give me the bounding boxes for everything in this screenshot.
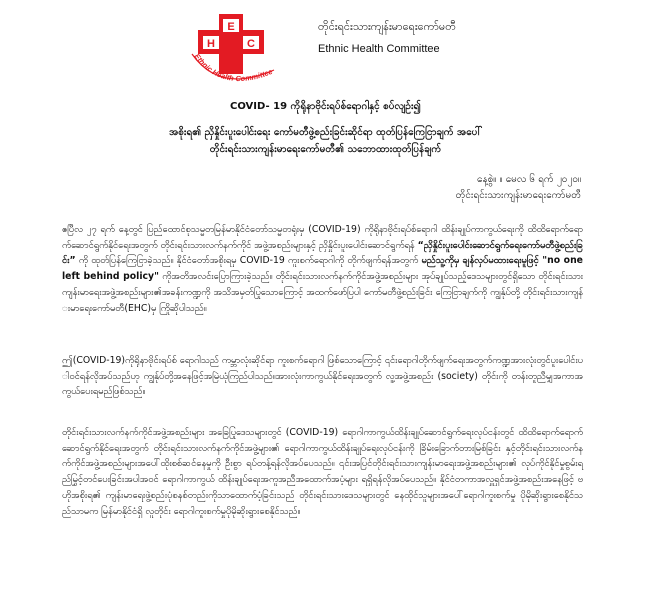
paragraph-1-bold-policy: မည်သူ့ကိုမှ ချန်လှပ်မထားရေးမူဖြင့် "no one left behind policy"	[62, 255, 583, 283]
org-name-myanmar: တိုင်းရင်းသားကျန်းမာရေးကော်မတီ	[318, 20, 456, 33]
org-header	[318, 20, 456, 56]
paragraph-1-text-c: ကို ထုတ်ပြန်ကြေငြာခဲ့သည်။ နိုင်ငံတော်အစိုးရမှ COVID-19 ကူးစက်ရောဂါကို တိုက်ဖျက်ရန်အတွက်	[75, 255, 422, 267]
paragraph-2: ဤ(COVID-19)ကိုရိုနာဗိုင်းရပ်စ် ရောဂါသည် ကမ္ဘာလုံးဆိုင်ရာ ကူးစက်ရောဂါ ဖြစ်သောကြောင့် ၎င်းရောဂါတိုက်ဖျက်ရေးအတွက်ကဏ္ဍအားလုံးတွင်ပူးပေါင်းပါဝင်ရန်လိုအပ်သည်ဟု ကျွန်ုပ်တို့အနေဖြင့်အမြဲယုံကြည်ပါသည်။အားလုံးကာကွယ်နိုင်ရေးအတွက် လူ့အဖွဲ့အစည်း (society) တိုင်းကို တန်းတူညီမျှအကာအကွယ်ပေးရမည်ဖြစ်သည်။	[62, 355, 583, 398]
document-subtitle-1: အစိုးရ၏ ညှိနှိုင်းပူးပေါင်းရေး ကော်မတီဖွဲ့စည်းခြင်းဆိုင်ရာ ထုတ်ပြန်ကြေငြာချက် အပေါ်	[169, 127, 482, 138]
ehc-logo	[172, 10, 290, 94]
logo-letter-h: H	[207, 38, 215, 50]
paragraph-1-text-e: ကိုအတိအလင်းပြောကြားခဲ့သည်။ တိုင်းရင်းသားလက်နက်ကိုင်အဖွဲ့အစည်းများ အုပ်ချုပ်သည့်ဒေသများတွင်ရှိသော တိုင်းရင်းသားကျန်းမာရေးအဖွဲ့အစည်းများ၏အခန်းကဏ္ဍကို အသိအမှတ်ပြုသောကြောင့် အထက်ဖော်ပြပါ ကော်မတီဖွဲ့စည်းခြင်း ကြေငြာချက်ကို ကျွန်ုပ်တို့ တိုင်းရင်းသားကျန်းမာရေးကော်မတီ(EHC)မှ ကြိုဆိုပါသည်။	[62, 271, 584, 314]
paragraph-1-text-a: ဧပြီလ ၂၇ ရက် နေ့တွင် ပြည်ထောင်စုသမ္မတမြန်မာနိုင်ငံတော်သမ္မတရုံးမှ (COVID-19) ကိုရိုနာဗိုင်းရပ်စ်ရောဂါ ထိန်းချုပ်ကာကွယ်ရေးကို ထိထိရောက်ရောက်ဆောင်ရွက်နိုင်ရေးအတွက် တိုင်းရင်းသားလက်နက်ကိုင် အဖွဲ့အစည်းများနှင့် ညှိနှိုင်းပူးပေါင်းဆောင်ရွက်ရန်	[62, 224, 583, 251]
logo-letter-e: E	[227, 21, 235, 33]
document-date: နေ့စွဲ။ ။ မေလ ၆ ရက် ၂၀၂၀။	[477, 174, 581, 185]
logo-letter-c: C	[247, 38, 255, 50]
paragraph-1	[62, 222, 583, 346]
document-subtitle-2: တိုင်းရင်းသားကျန်းမာရေးကော်မတီ၏ သဘောထားထုတ်ပြန်ချက်	[209, 144, 442, 155]
paragraph-3: တိုင်းရင်းသားလက်နက်ကိုင်အဖွဲ့အစည်းများ အခြေပြုဒေသများတွင် (COVID-19) ရောဂါကာကွယ်ထိန်းချုပ်ဆောင်ရွက်ရေးလုပ်ငန်းတွင် ထိထိရောက်ရောက် ဆောင်ရွက်နိုင်ရေးအတွက် တိုင်းရင်းသားလက်နက်ကိုင်အဖွဲ့များ၏ ရောဂါကာကွယ်ထိန်းချုပ်ရေးလုပ်ငန်းကို ခြိမ်းခြောက်တားမြစ်ခြင်း နှင့်တိုင်းရင်းသားလက်နက်ကိုင်အဖွဲ့အစည်းများအပေါ်ထိုးစစ်ဆင်နေမှုကို ဦးစွာ ရပ်တန့်ရန်လိုအပ်ပေသည်။ ၎င်းအပြင်တိုင်းရင်းသားကျန်းမာရေးအဖွဲ့အစည်းများ၏ လုပ်ကိုင်နိုင်မှုစွမ်းရည်မြှင့်တင်ပေးခြင်းအပါအဝင် ရောဂါကာကွယ် ထိန်းချုပ်ရေးအကူအညီအထောက်အပံ့များ ရရှိရန်လိုအပ်ပေသည်။ နိုင်ငံတကာအလှူရှင်အဖွဲ့အစည်းအနေဖြင့် ဗဟိုအစိုးရ၏ ကျန်းမာရေးဖွဲ့စည်းပုံစနစ်တည်းကိုသာထောက်ပံ့ခြင်းသည် တိုင်းရင်းသားဒေသများတွင် နေထိုင်သူများအပေါ်ရောဂါကူးစက်မှု ပိုမိုဆိုးရွားစေနိုင်သည်သာမက မြန်မာနိုင်ငံရှိ လူတိုင်း ရောဂါကူးစက်မှုပိုမိုဆိုးရွားစေနိုင်သည်။	[62, 427, 583, 517]
logo-ring-text: Ethnic Health Committee	[192, 51, 274, 84]
document-title: COVID- 19 ကိုရိုနာဗိုင်းရပ်စ်ရောဂါနှင့် စပ်လျဉ်း၍	[229, 101, 421, 112]
paragraph-1-bold-committee: “ညှိနှိုင်းပူးပေါင်းဆောင်ရွက်ရေးကော်မတီဖွဲ့စည်းခြင်း”	[62, 239, 583, 267]
document-issuer: တိုင်းရင်းသားကျန်းမာရေးကော်မတီ	[455, 190, 581, 201]
org-name-english: Ethnic Health Committee	[318, 43, 440, 55]
